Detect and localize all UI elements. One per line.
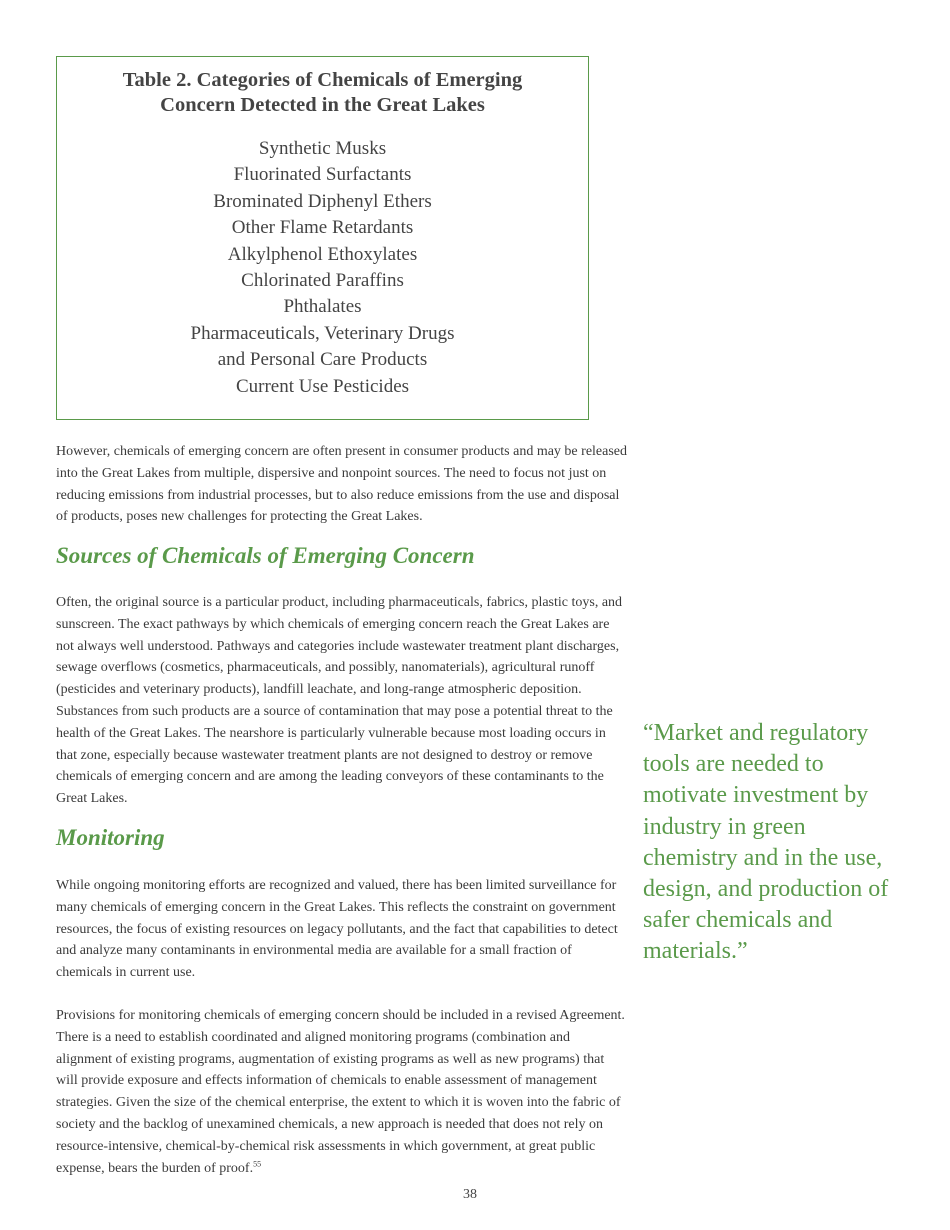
footnote-reference: 55 xyxy=(253,1158,262,1168)
list-item: Chlorinated Paraffins xyxy=(241,270,404,292)
table-2-box xyxy=(56,56,589,420)
table-title xyxy=(57,68,588,118)
page-number: 38 xyxy=(463,1187,477,1202)
list-item: and Personal Care Products xyxy=(217,349,428,371)
list-item: Other Flame Retardants xyxy=(231,217,414,239)
list-item: Pharmaceuticals, Veterinary Drugs xyxy=(190,322,455,344)
sources-paragraph: Often, the original source is a particular product, including pharmaceuticals, fabrics, plastic toys, and sunscreen. The exact pathways by which chemicals of emerging concern reach the Great Lakes are not always well understood. Pathways and categories include wastewater treatment plant discharges, sewage overflows (cosmetics, pharmaceuticals, and possibly, nanomaterials), agricultural runoff (pesticides and veterinary products), landfill leachate, and long-range atmospheric deposition. Substances from such products are a source of contamination that may pose a potential threat to the health of the Great Lakes. The nearshore is particularly vulnerable because most loading occurs in that zone, especially because wastewater treatment plants are not designed to destroy or remove chemicals of emerging concern and are among the leading conveyors of these contaminants to the Great Lakes. xyxy=(56,595,623,807)
monitoring-paragraph-1: While ongoing monitoring efforts are recognized and valued, there has been limited surveillance for many chemicals of emerging concern in the Great Lakes. This reflects the constraint on government resources, the focus of existing resources on legacy pollutants, and the fact that capabilities to detect and analyze many contaminants in environmental media are available for a small fraction of chemicals in current use. xyxy=(56,878,618,981)
list-item: Synthetic Musks xyxy=(258,138,387,159)
list-item: Brominated Diphenyl Ethers xyxy=(213,190,432,212)
sources-heading: Sources of Chemicals of Emerging Concern xyxy=(56,543,475,568)
monitoring-paragraph-2 xyxy=(56,1005,628,1179)
list-item: Alkylphenol Ethoxylates xyxy=(227,243,418,265)
table-title-line-1: Table 2. Categories of Chemicals of Emerging xyxy=(122,69,523,91)
intro-paragraph: However, chemicals of emerging concern are often present in consumer products and may be released into the Great Lakes from multiple, dispersive and nonpoint sources. The need to focus not just on reducing emissions from industrial processes, but to also reduce emissions from the use and disposal of products, poses new challenges for protecting the Great Lakes. xyxy=(56,444,628,525)
list-item: Current Use Pesticides xyxy=(235,375,410,397)
table-title-line-2: Concern Detected in the Great Lakes xyxy=(160,94,485,116)
monitoring-paragraph-2-text: Provisions for monitoring chemicals of emerging concern should be included in a revised Agreement. There is a need to establish coordinated and aligned monitoring programs (combination and alignment of existing programs, augmentation of existing programs as well as new programs) that will provide exposure and effects information of chemicals to enable assessment of management strategies. Given the size of the chemical enterprise, the extent to which it is woven into the fabric of society and the backlog of unexamined chemicals, a new approach is needed that does not rely on resource-intensive, chemical-by-chemical risk assessments in which government, at great public expense, bears the burden of proof. xyxy=(56,1008,625,1176)
monitoring-heading: Monitoring xyxy=(56,825,165,850)
list-item: Phthalates xyxy=(283,296,362,318)
pull-quote: “Market and regulatory tools are needed to motivate investment by industry in green chemistry and in the use, design, and production of safer chemicals and materials.” xyxy=(643,720,889,965)
chemical-category-list xyxy=(57,136,588,400)
list-item: Fluorinated Surfactants xyxy=(233,164,412,186)
